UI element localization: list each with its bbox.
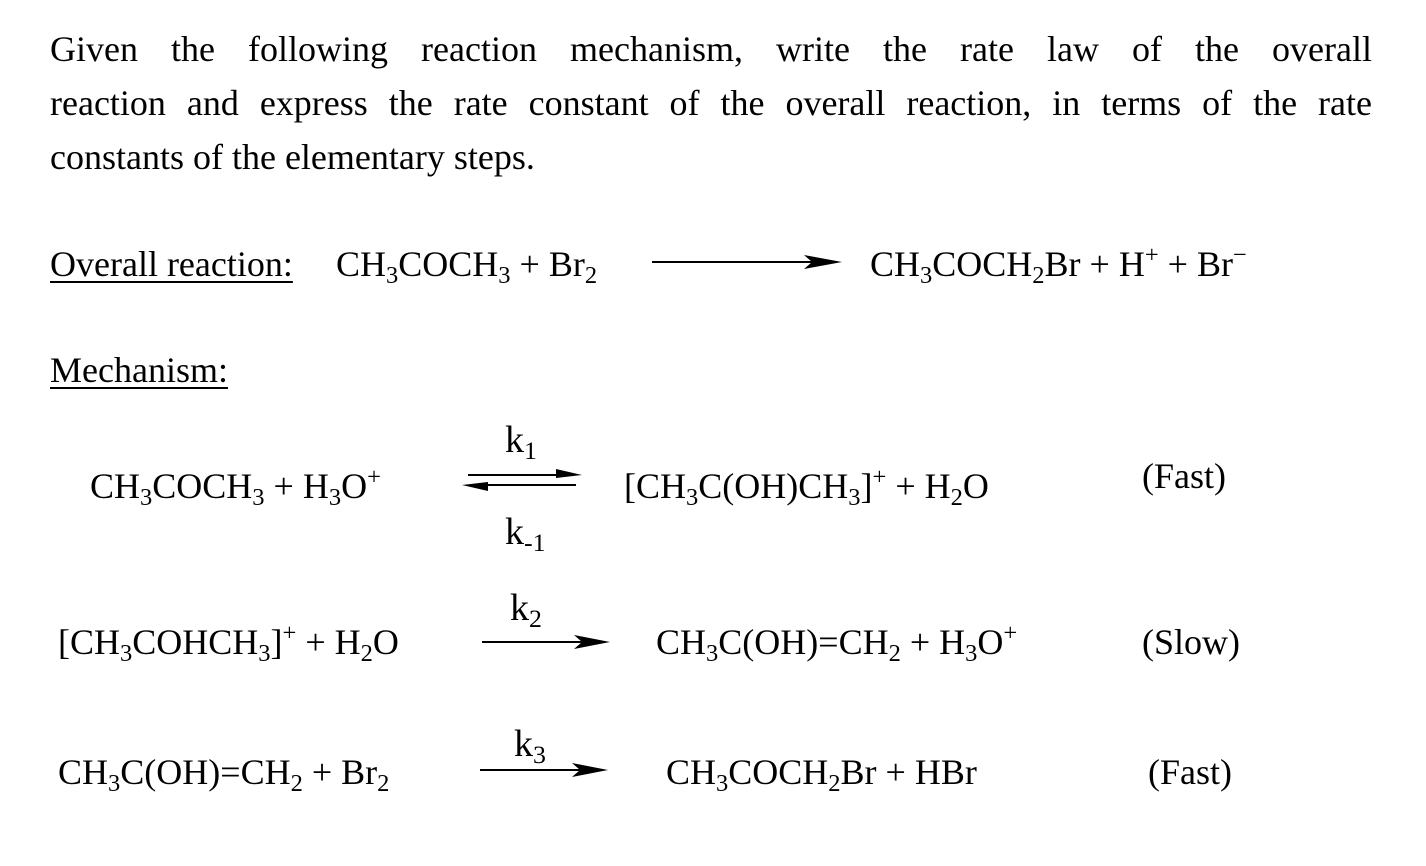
overall-reactants: $CH_3COCH_3 + Br_2$	[336, 244, 598, 289]
step2-k-forward: $k_2$	[510, 587, 542, 634]
overall-products: $CH_3COCH_2Br + H^+ + Br^-$	[870, 241, 1247, 289]
question-line-2: reaction and express the rate constant of the overall reaction, in terms of the rate	[50, 83, 1372, 123]
step2-products: $CH_3C(OH)=CH_2 + H_3O^+$	[656, 619, 1018, 667]
step2-condition: (Slow)	[1142, 622, 1240, 662]
step2-reactants: $[CH_3COHCH_3]^+ + H_2O$	[58, 619, 399, 667]
step3-forward-arrow	[480, 760, 608, 780]
mechanism-label: Mechanism:	[50, 350, 228, 390]
question-line-3: constants of the elementary steps.	[50, 137, 535, 177]
step1-k-reverse: $k_{-1}$	[505, 511, 546, 558]
overall-reaction-label-row	[50, 244, 293, 284]
step3-condition: (Fast)	[1148, 752, 1232, 792]
step3-k-forward: $k_3$	[514, 723, 546, 770]
step3-products: $CH_3COCH_2Br$ + HBr	[666, 752, 977, 797]
step2-forward-arrow	[482, 632, 610, 652]
step1-products: $[CH_3C(OH)CH_3]^+ + H_2O$	[624, 463, 989, 511]
step3-reactants: $CH_3C(OH)=CH_2 + Br_2$	[58, 752, 390, 797]
question-line-1: Given the following reaction mechanism, write the rate law of the overall	[50, 29, 1372, 69]
mechanism-label-row	[50, 350, 228, 390]
overall-reaction-label: Overall reaction:	[50, 244, 293, 284]
step1-reactants: $CH_3COCH_3 + H_3O^+$	[90, 463, 381, 511]
question-paragraph	[50, 22, 1372, 184]
overall-reaction-arrow	[652, 252, 842, 272]
step1-equilibrium-arrow	[462, 468, 582, 494]
step1-k-forward: $k_1$	[505, 419, 537, 466]
step1-condition: (Fast)	[1142, 456, 1226, 496]
